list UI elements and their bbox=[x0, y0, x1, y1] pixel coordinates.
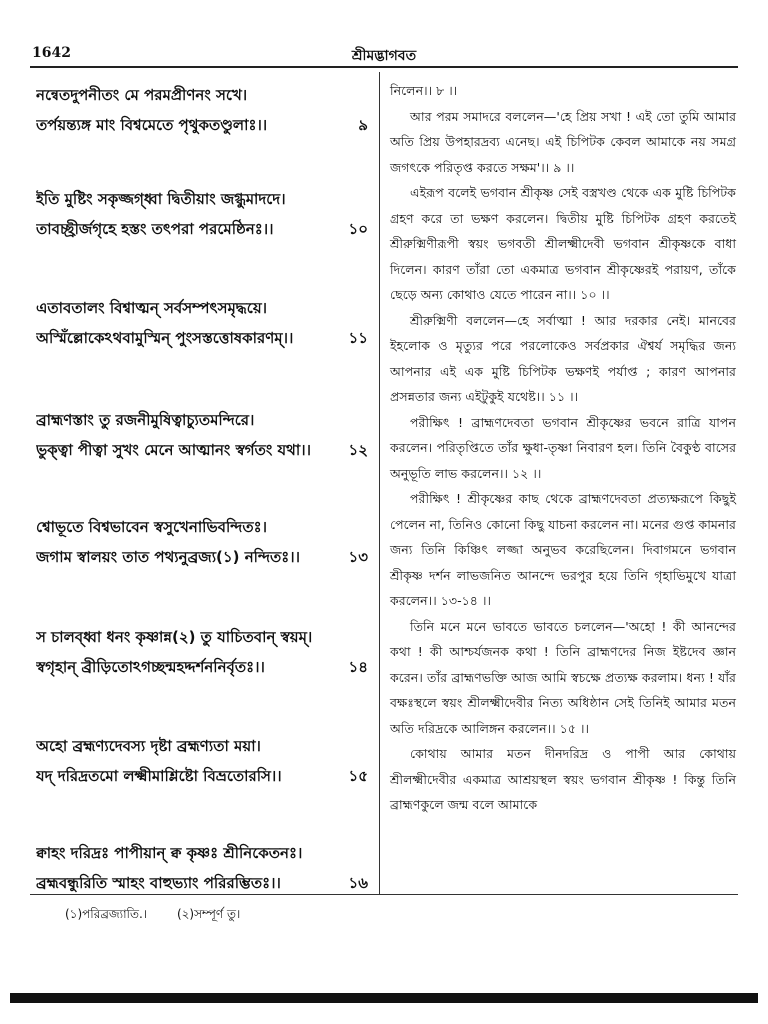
translation-paragraph: শ্রীরুক্মিণী বললেন—হে সর্বাত্মা ! আর দরকার নেই। মানবের ইহলোক ও মৃত্যুর পরে পরলোকেও সর্বপ্রকার ঐশ্বর্য সমৃদ্ধির জন্য আপনার এই এক মুষ্টি চিপিটক ভক্ষণই পর্যাপ্ত ; কারণ আপনার প্রসন্নতার জন্য এইটুকুই যথেষ্ট।। ১১ ।। bbox=[390, 312, 736, 404]
verse-9 bbox=[36, 80, 368, 140]
verse-15 bbox=[36, 731, 368, 791]
verse-line: ক্বাহং দরিদ্রঃ পাপীয়ান্ ক্ব কৃষ্ণঃ শ্রীনিকেতনঃ। bbox=[36, 844, 303, 862]
verse-line: স্বগৃহান্ ব্রীড়িতোঽগচ্ছন্মহদ্দর্শননির্বৃতঃ।। bbox=[36, 658, 265, 676]
verse-16 bbox=[36, 838, 368, 898]
running-head: শ্রীমদ্ভাগবত bbox=[351, 48, 417, 64]
verse-number: ৯ bbox=[358, 116, 368, 134]
verse-line: ইতি মুষ্টিং সকৃজ্জগ্ধ্বা দ্বিতীয়াং জগ্ধুমাদদে। bbox=[36, 190, 286, 208]
footnote-1: (১)পরিব্রজ্যাতি.। bbox=[65, 907, 148, 921]
verse-line: স চালব্ধ্বা ধনং কৃষ্ণান্ন(২) তু যাচিতবান্ স্বয়ম্। bbox=[36, 628, 313, 646]
verse-number: ১৫ bbox=[348, 767, 368, 785]
verse-line: ব্রহ্মবন্ধুরিতি স্মাহং বাহুভ্যাং পরিরম্ভিতঃ।। bbox=[36, 874, 281, 892]
translation-paragraph: তিনি মনে মনে ভাবতে ভাবতে চললেন—'অহো ! কী আনন্দের কথা ! কী আশ্চর্যজনক কথা ! তিনি ব্রাহ্মণদের নিজ ইষ্টদেব জ্ঞান করেন। তাঁর ব্রাহ্মণভক্তি আজ আমি স্বচক্ষে প্রত্যক্ষ করলাম। ধন্য ! যাঁর বক্ষঃস্থলে স্বয়ং শ্রীলক্ষ্মীদেবীর নিত্য অধিষ্ঠান সেই তিনিই আমার মতন অতি দরিদ্রকে আলিঙ্গন করলেন।। ১৫ ।। bbox=[390, 618, 736, 736]
verse-line: ব্রাহ্মণস্তাং তু রজনীমুষিত্বাচ্যুতমন্দিরে। bbox=[36, 411, 255, 429]
translation-paragraph: এইরূপ বলেই ভগবান শ্রীকৃষ্ণ সেই বস্ত্রখণ্ড থেকে এক মুষ্টি চিপিটক গ্রহণ করে তা ভক্ষণ করলেন। দ্বিতীয় মুষ্টি চিপিটক গ্রহণ করতেই শ্রীরুক্মিণীরূপী স্বয়ং ভগবতী শ্রীলক্ষ্মীদেবী ভগবান শ্রীকৃষ্ণকে বাধা দিলেন। কারণ তাঁরা তো একমাত্র ভগবান শ্রীকৃষ্ণেরই পরায়ণ, তাঁকে ছেড়ে অন্য কোথাও যেতে পারেন না।। ১০ ।। bbox=[390, 185, 736, 302]
verse-line: যদ্ দরিদ্রতমো লক্ষ্মীমাশ্লিষ্টো বিভ্রতোরসি।। bbox=[36, 767, 282, 785]
translation-paragraph: কোথায় আমার মতন দীনদরিদ্র ও পাপী আর কোথায় শ্রীলক্ষ্মীদেবীর একমাত্র আশ্রয়স্থল স্বয়ং ভগবান শ্রীকৃষ্ণ ! কিন্তু তিনি ব্রাহ্মণকুলে জন্ম বলে আমাকে bbox=[390, 746, 736, 812]
page-bottom-edge bbox=[10, 993, 758, 1003]
translation-paragraph: পরীক্ষিৎ ! ব্রাহ্মণদেবতা ভগবান শ্রীকৃষ্ণের ভবনে রাত্রি যাপন করলেন। পরিতৃপ্তিতে তাঁর ক্ষুধা-তৃষ্ণা নিবারণ হল। তিনি বৈকুণ্ঠ বাসের অনুভূতি লাভ করলেন।। ১২ ।। bbox=[390, 414, 736, 481]
column-divider bbox=[379, 72, 380, 894]
verse-10 bbox=[36, 184, 368, 244]
verse-14 bbox=[36, 622, 368, 682]
translation-paragraph: পরীক্ষিৎ ! শ্রীকৃষ্ণের কাছ থেকে ব্রাহ্মণদেবতা প্রত্যক্ষরূপে কিছুই পেলেন না, তিনিও কোনো কিছু যাচনা করলেন না। মনের গুপ্ত কামনার জন্য তিনি কিঞ্চিৎ লজ্জা অনুভব করেছিলেন। দিবাগমনে ভগবান শ্রীকৃষ্ণ দর্শন লাভজনিত আনন্দে ভরপুর হয়ে তিনি গৃহাভিমুখে যাত্রা করলেন।। ১৩-১৪ ।। bbox=[390, 491, 736, 608]
verse-number: ১৪ bbox=[348, 658, 368, 676]
translation-paragraph: নিলেন।। ৮ ।। bbox=[390, 83, 458, 98]
verse-11 bbox=[36, 293, 368, 353]
verse-12 bbox=[36, 405, 368, 465]
verse-line: অস্মিঁল্লোকেঽথবামুস্মিন্ পুংসস্তত্তোষকারণম্।। bbox=[36, 329, 294, 347]
verse-line: অহো ব্রহ্মণ্যদেবস্য দৃষ্টা ব্রহ্মণ্যতা ময়া। bbox=[36, 737, 261, 755]
translation-column bbox=[390, 78, 736, 818]
verse-line: তাবচ্ছ্রীর্জগৃহে হস্তং তৎপরা পরমেষ্ঠিনঃ।। bbox=[36, 220, 274, 238]
translation-paragraph: আর পরম সমাদরে বললেন—'হে প্রিয় সখা ! এই তো তুমি আমার অতি প্রিয় উপহারদ্রব্য এনেছ। এই চিপিটক কেবল আমাকে নয় সমগ্র জগৎকে পরিতৃপ্ত করতে সক্ষম'।। ৯ ।। bbox=[390, 108, 736, 175]
verse-number: ১১ bbox=[348, 329, 368, 347]
verse-line: এতাবতালং বিশ্বাত্মন্ সর্বসম্পৎসমৃদ্ধয়ে। bbox=[36, 299, 268, 317]
verse-line: জগাম স্বালয়ং তাত পথ্যনুব্রজ্য(১) নন্দিতঃ।। bbox=[36, 548, 300, 566]
verse-line: ভুক্ত্বা পীত্বা সুখং মেনে আত্মানং স্বর্গতং যথা।। bbox=[36, 441, 311, 459]
verse-number: ১২ bbox=[348, 441, 368, 459]
footnote-rule bbox=[30, 894, 738, 895]
verse-line: শ্বোভূতে বিশ্বভাবেন স্বসুখেনাভিবন্দিতঃ। bbox=[36, 518, 267, 536]
page-number: 1642 bbox=[32, 45, 71, 61]
verse-line: তর্পয়ন্ত্যঙ্গ মাং বিশ্বমেতে পৃথুকতণ্ডুলাঃ।। bbox=[36, 116, 268, 134]
verse-number: ১০ bbox=[348, 220, 368, 238]
verse-number: ১৬ bbox=[348, 874, 368, 892]
footnote-2: (২)সম্পূর্ণ তু। bbox=[176, 907, 241, 921]
footnotes bbox=[65, 906, 266, 926]
verse-line: নন্বেতদুপনীতং মে পরমপ্রীণনং সখে। bbox=[36, 86, 248, 104]
verse-13 bbox=[36, 512, 368, 572]
verse-number: ১৩ bbox=[348, 548, 368, 566]
header-rule bbox=[30, 66, 738, 68]
